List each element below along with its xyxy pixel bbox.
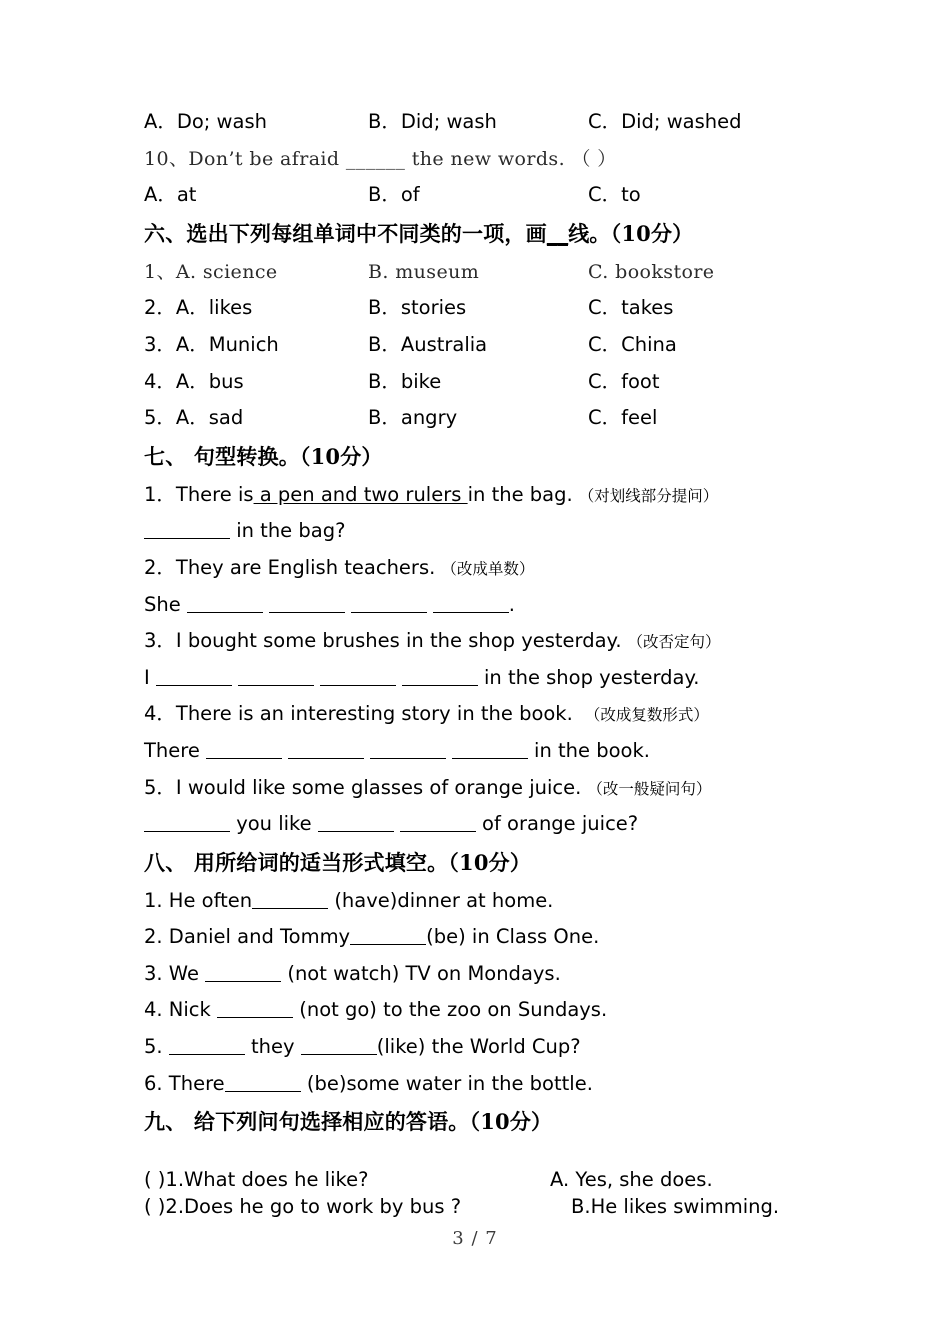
item-5-text: 5．I would like some glasses of orange juice.	[144, 775, 582, 799]
option-a: A．Do; wash	[144, 110, 267, 133]
section-8-item-5	[144, 1029, 800, 1066]
answer-blank[interactable]	[301, 1036, 377, 1056]
section-6-item-2	[144, 290, 800, 327]
option-c: C．China	[588, 332, 677, 356]
section-6-item-1	[144, 254, 800, 291]
section-7-heading: 七、 句型转换。（10分）	[144, 443, 383, 469]
option-a: A．at	[144, 183, 197, 207]
answer-blank[interactable]	[225, 1072, 301, 1092]
answer-blank[interactable]	[400, 813, 476, 833]
answer-blank[interactable]	[370, 739, 446, 759]
section-8-heading: 八、 用所给词的适当形式填空。（10分）	[144, 849, 532, 875]
question-10-stem: 10、Don’t be afraid ______ the new words. （ ）	[144, 147, 617, 170]
match-answer[interactable]: A. Yes, she does.	[550, 1168, 713, 1192]
answer-blank[interactable]	[205, 962, 281, 982]
section-6-item-3	[144, 327, 800, 364]
item-4-text: 4．There is an interesting story in the book.	[144, 702, 573, 726]
item-3-instruction-note: （改否定句）	[627, 633, 721, 652]
match-answer[interactable]: B.He likes swimming.	[571, 1195, 780, 1219]
option-a: 2．A．likes	[144, 296, 253, 320]
section-7-item-4-answer	[144, 733, 800, 770]
answer-blank[interactable]	[217, 999, 293, 1019]
item-suffix: (be)some water in the bottle.	[300, 1071, 593, 1095]
section-7-item-2-answer	[144, 587, 800, 624]
item-1-instruction-note: （对划线部分提问）	[578, 486, 719, 505]
item-suffix: (like) the World Cup?	[376, 1035, 581, 1059]
section-9-spacer	[144, 1142, 800, 1166]
section-8-item-3	[144, 956, 800, 993]
answer-blank[interactable]	[156, 666, 232, 686]
answer-blank[interactable]	[144, 520, 230, 540]
section-6-heading-post: 线。（10分）	[568, 220, 694, 246]
match-question[interactable]: ( )2.Does he go to work by bus ?	[144, 1195, 462, 1219]
option-b: B．of	[368, 183, 420, 207]
option-b: B. museum	[368, 260, 480, 283]
answer-blank[interactable]	[144, 813, 230, 833]
option-b: B．Did; wash	[368, 110, 497, 133]
item-4-instruction-note: （改成复数形式）	[584, 706, 709, 725]
option-a: 3．A．Munich	[144, 332, 279, 356]
section-7-item-5-prompt	[144, 770, 800, 807]
option-a: 1、A. science	[144, 260, 278, 283]
item-4-answer-suffix: in the book.	[527, 738, 650, 762]
section-7-item-4-prompt	[144, 696, 800, 733]
match-question[interactable]: ( )1.What does he like?	[144, 1168, 369, 1192]
option-b: B．Australia	[368, 332, 488, 356]
answer-blank[interactable]	[238, 666, 314, 686]
section-8-item-6	[144, 1066, 800, 1103]
item-prefix: 4. Nick	[144, 998, 218, 1022]
section-6-item-4	[144, 364, 800, 401]
item-prefix: 1. He often	[144, 888, 253, 912]
answer-blank[interactable]	[433, 593, 509, 613]
item-4-answer-prefix: There	[144, 738, 200, 762]
option-c: C．takes	[588, 296, 674, 320]
item-2-instruction-note: （改成单数）	[441, 559, 535, 578]
option-b: B．bike	[368, 369, 442, 393]
answer-blank[interactable]	[169, 1036, 245, 1056]
option-b: B．angry	[368, 406, 458, 430]
option-c: C．foot	[588, 369, 660, 393]
section-7-item-5-answer	[144, 806, 800, 843]
answer-blank[interactable]	[187, 593, 263, 613]
item-3-text: 3．I bought some brushes in the shop yesterday.	[144, 629, 622, 653]
item-2-answer-prefix: She	[144, 592, 181, 616]
section-9-heading: 九、 给下列问句选择相应的答语。（10分）	[144, 1109, 553, 1135]
item-5-answer-mid: you like	[230, 812, 318, 836]
item-3-answer-prefix: I	[144, 665, 150, 689]
section-6-heading-pre: 六、选出下列每组单词中不同类的一项，画	[144, 220, 547, 246]
answer-blank[interactable]	[402, 666, 478, 686]
item-1-prefix: 1．There is	[144, 482, 254, 506]
item-2-answer-suffix: .	[508, 592, 515, 616]
item-suffix: (not go) to the zoo on Sundays.	[293, 998, 608, 1022]
item-prefix: 6. There	[144, 1071, 225, 1095]
item-mid: they	[244, 1035, 301, 1059]
section-7-item-3-answer	[144, 660, 800, 697]
answer-blank[interactable]	[269, 593, 345, 613]
section-7-item-1-answer	[144, 513, 800, 550]
answer-blank[interactable]	[288, 739, 364, 759]
item-1-underlined-part: a pen and two rulers	[253, 482, 468, 506]
item-1-answer-suffix: in the bag?	[230, 519, 346, 543]
item-prefix: 3. We	[144, 961, 206, 985]
option-a: 4．A．bus	[144, 369, 244, 393]
section-7-item-1-prompt	[144, 477, 800, 514]
item-5-instruction-note: （改一般疑问句）	[587, 779, 712, 798]
section-7-item-3-prompt	[144, 623, 800, 660]
page-number-footer: 3 / 7	[452, 1228, 498, 1249]
answer-blank[interactable]	[351, 593, 427, 613]
answer-blank[interactable]	[350, 926, 426, 946]
section-8-item-1	[144, 883, 800, 920]
answer-blank[interactable]	[320, 666, 396, 686]
item-prefix: 5.	[144, 1035, 169, 1059]
section-6-heading	[144, 214, 800, 254]
section-9-row-1	[144, 1166, 800, 1193]
question-10-options-row	[144, 177, 800, 214]
option-c: C. bookstore	[588, 260, 715, 283]
section-9-row-2	[144, 1193, 800, 1220]
item-3-answer-suffix: in the shop yesterday.	[477, 665, 700, 689]
option-c: C．to	[588, 183, 641, 207]
item-2-text: 2．They are English teachers.	[144, 555, 436, 579]
option-c: C．feel	[588, 406, 658, 430]
answer-blank[interactable]	[452, 739, 528, 759]
item-1-suffix: in the bag.	[467, 482, 573, 506]
item-prefix: 2. Daniel and Tommy	[144, 925, 351, 949]
option-b: B．stories	[368, 296, 467, 320]
section-8-item-2	[144, 919, 800, 956]
option-c: C．Did; washed	[588, 110, 742, 133]
item-suffix: (have)dinner at home.	[328, 888, 554, 912]
answer-blank[interactable]	[252, 889, 328, 909]
answer-blank[interactable]	[206, 739, 282, 759]
section-7-item-2-prompt	[144, 550, 800, 587]
question-9-options-row	[144, 104, 800, 141]
item-5-answer-suffix: of orange juice?	[475, 812, 639, 836]
answer-blank[interactable]	[318, 813, 394, 833]
section-6-item-5	[144, 400, 800, 437]
item-suffix: (not watch) TV on Mondays.	[281, 961, 561, 985]
section-8-item-4	[144, 992, 800, 1029]
item-suffix: (be) in Class One.	[426, 925, 600, 949]
option-a: 5．A．sad	[144, 406, 244, 430]
section-6-heading-underline: __	[546, 220, 569, 246]
